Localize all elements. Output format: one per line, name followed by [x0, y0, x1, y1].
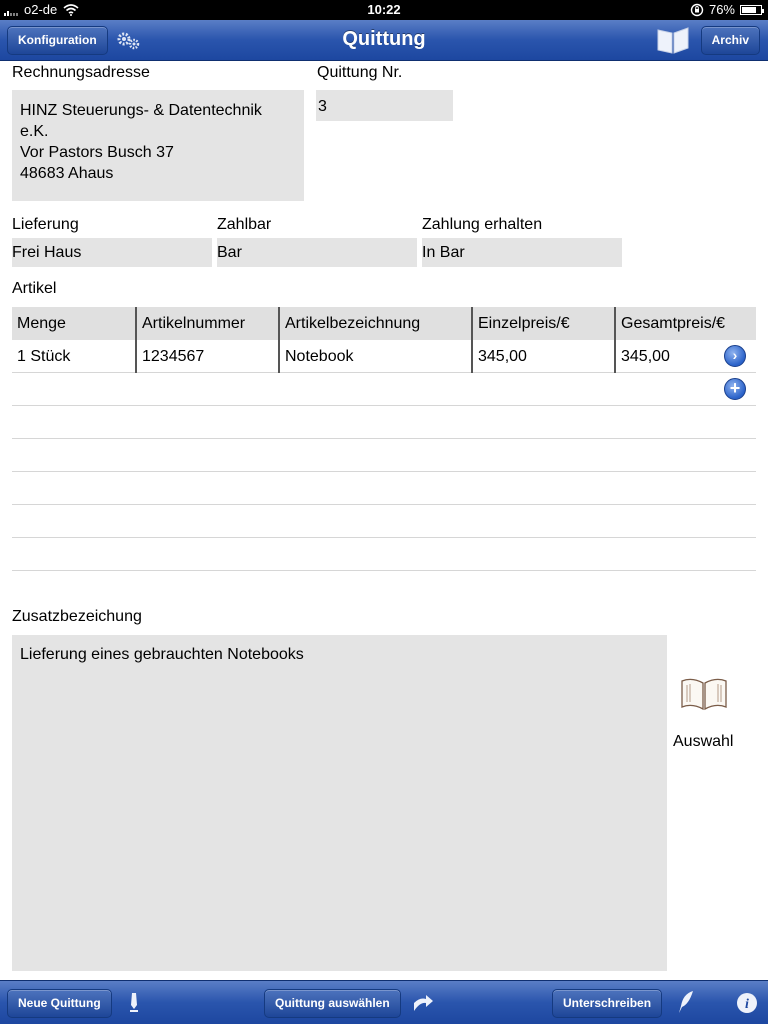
- book-icon[interactable]: [655, 25, 691, 55]
- payable-field[interactable]: Bar: [217, 238, 417, 267]
- navigation-bar: [0, 20, 768, 61]
- payment-received-label: Zahlung erhalten: [422, 216, 543, 233]
- article-number-cell: 1234567: [135, 340, 278, 373]
- add-icon[interactable]: +: [724, 378, 746, 400]
- open-book-icon[interactable]: [679, 675, 729, 713]
- carrier-label: o2-de: [24, 2, 58, 17]
- unit-price-cell: 345,00: [471, 340, 614, 373]
- table-row: [12, 538, 756, 571]
- billing-address-line: Vor Pastors Busch 37: [20, 144, 174, 161]
- battery-percent: 76%: [708, 2, 735, 17]
- quill-icon[interactable]: [677, 990, 695, 1014]
- table-row[interactable]: [12, 373, 756, 406]
- bottom-toolbar: [0, 980, 768, 1024]
- share-icon[interactable]: [412, 991, 434, 1013]
- delivery-field[interactable]: Frei Haus: [12, 238, 212, 267]
- svg-text:i: i: [745, 997, 749, 1012]
- receipt-number-field[interactable]: 3: [316, 90, 453, 121]
- detail-disclosure-icon[interactable]: ›: [724, 345, 746, 367]
- column-header: Menge: [17, 315, 66, 332]
- table-row: [12, 406, 756, 439]
- edit-icon[interactable]: [126, 991, 142, 1013]
- page-title: Quittung: [342, 28, 426, 50]
- table-row[interactable]: [12, 340, 756, 373]
- billing-address-line: e.K.: [20, 123, 49, 140]
- new-receipt-button[interactable]: Neue Quittung: [7, 989, 112, 1018]
- table-row: [12, 439, 756, 472]
- column-header: Artikelnummer: [135, 307, 278, 340]
- battery-fill: [742, 7, 756, 13]
- billing-address-line: 48683 Ahaus: [20, 165, 114, 182]
- column-header: Artikelbezeichnung: [278, 307, 471, 340]
- billing-address-label: Rechnungsadresse: [12, 64, 150, 81]
- select-receipt-button[interactable]: Quittung auswählen: [264, 989, 401, 1018]
- status-bar: [0, 0, 768, 20]
- billing-address-field[interactable]: [12, 90, 304, 201]
- additional-description-label: Zusatzbezeichung: [12, 608, 142, 625]
- payment-received-field[interactable]: In Bar: [422, 238, 622, 267]
- info-icon[interactable]: [736, 992, 758, 1014]
- receipt-number-label: Quittung Nr.: [317, 64, 403, 81]
- column-header: Gesamtpreis/€: [614, 307, 756, 340]
- sign-button[interactable]: Unterschreiben: [552, 989, 662, 1018]
- battery-icon: [740, 5, 762, 15]
- additional-description-field[interactable]: Lieferung eines gebrauchten Notebooks: [12, 635, 667, 971]
- table-row: [12, 472, 756, 505]
- billing-address-line: HINZ Steuerungs- & Datentechnik: [20, 102, 262, 119]
- delivery-label: Lieferung: [12, 216, 79, 233]
- rotation-lock-icon: [690, 3, 704, 17]
- archive-button[interactable]: Archiv: [701, 26, 760, 55]
- articles-label: Artikel: [12, 280, 57, 297]
- configuration-button[interactable]: Konfiguration: [7, 26, 108, 55]
- selection-label[interactable]: Auswahl: [673, 733, 734, 750]
- payable-label: Zahlbar: [217, 216, 272, 233]
- article-name-cell: Notebook: [278, 340, 471, 373]
- table-row: [12, 505, 756, 538]
- column-header: Einzelpreis/€: [471, 307, 614, 340]
- clock: 10:22: [367, 2, 401, 17]
- articles-table: [12, 307, 756, 571]
- quantity-cell: 1 Stück: [17, 348, 71, 365]
- total-price-cell: 345,00: [614, 340, 756, 373]
- table-header: [12, 307, 756, 340]
